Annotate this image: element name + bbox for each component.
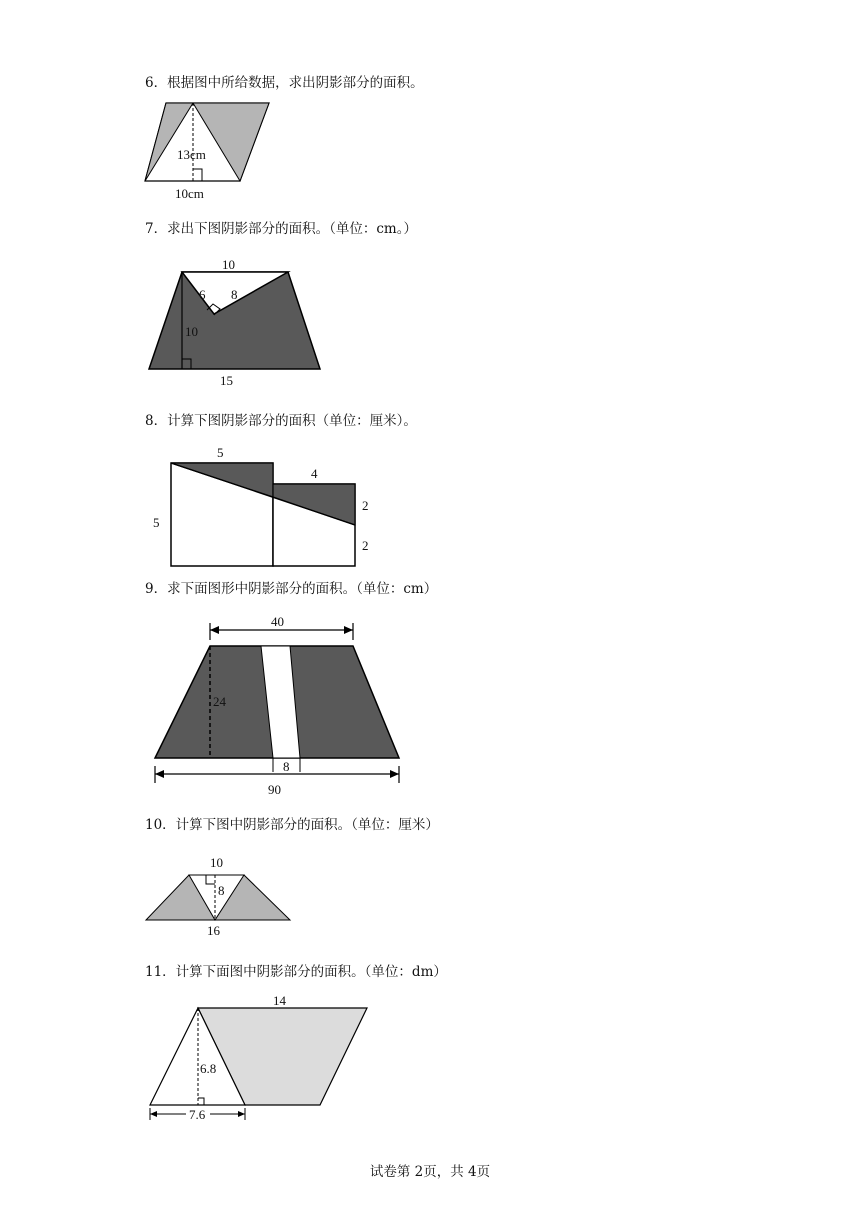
bottom-label: 16 bbox=[207, 923, 220, 938]
bottom-label: 90 bbox=[268, 782, 281, 797]
right-top-label: 4 bbox=[311, 466, 318, 481]
left-side-label: 5 bbox=[153, 515, 160, 530]
question-10-figure bbox=[140, 850, 300, 942]
left-top-label: 5 bbox=[217, 445, 224, 460]
leg-b-label: 8 bbox=[231, 287, 238, 302]
leg-a-label: 6 bbox=[199, 287, 206, 302]
height-label: 10 bbox=[185, 324, 198, 339]
top-label: 14 bbox=[273, 993, 286, 1008]
question-6-figure bbox=[140, 98, 280, 204]
bottom-label: 15 bbox=[220, 373, 233, 388]
height-label: 13cm bbox=[177, 147, 206, 162]
top-label: 10 bbox=[210, 855, 223, 870]
right-upper-label: 2 bbox=[362, 498, 369, 513]
question-9-figure bbox=[145, 610, 410, 800]
height-label: 8 bbox=[218, 883, 225, 898]
height-label: 24 bbox=[213, 694, 226, 709]
question-11-figure bbox=[140, 992, 380, 1124]
question-11-text: 11．计算下面图中阴影部分的面积。（单位：dm） bbox=[145, 964, 447, 980]
question-7-text: 7．求出下图阴影部分的面积。（单位：cm。） bbox=[145, 221, 417, 237]
question-8-text: 8．计算下图阴影部分的面积（单位：厘米）。 bbox=[145, 413, 417, 429]
question-10-text: 10．计算下图中阴影部分的面积。（单位：厘米） bbox=[145, 817, 439, 833]
base-label: 10cm bbox=[175, 186, 204, 201]
question-6-text: 6．根据图中所给数据，求出阴影部分的面积。 bbox=[145, 75, 424, 91]
question-7-figure bbox=[140, 254, 330, 390]
top-label: 10 bbox=[222, 257, 235, 272]
top-label: 40 bbox=[271, 614, 284, 629]
question-9-text: 9．求下面图形中阴影部分的面积。（单位：cm） bbox=[145, 581, 438, 597]
gap-label: 8 bbox=[283, 759, 290, 774]
height-label: 6.8 bbox=[200, 1061, 217, 1076]
base-label: 7.6 bbox=[189, 1107, 206, 1122]
question-8-figure bbox=[150, 443, 380, 571]
right-lower-label: 2 bbox=[362, 538, 369, 553]
page-footer: 试卷第 2页，共 4页 bbox=[369, 1164, 491, 1180]
